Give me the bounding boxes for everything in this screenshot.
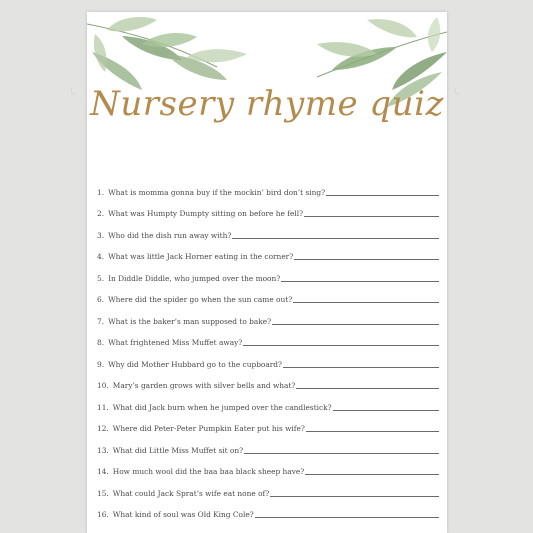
question-text: What was Humpty Dumpty sitting on before he fell? bbox=[108, 209, 304, 218]
question-number: 1. bbox=[97, 187, 105, 197]
question-number: 12. bbox=[97, 424, 109, 433]
question-row bbox=[97, 347, 439, 369]
question-row bbox=[97, 433, 439, 455]
question-number: 7. bbox=[97, 316, 105, 326]
question-number: 13. bbox=[97, 445, 109, 455]
watermark: L bbox=[70, 86, 77, 97]
question-number: 11. bbox=[97, 402, 109, 412]
answer-line[interactable] bbox=[333, 410, 439, 411]
question-number: 8. bbox=[97, 338, 105, 347]
question-list bbox=[97, 175, 439, 519]
question-text: Where did the spider go when the sun came out? bbox=[108, 295, 293, 304]
question-number: 4. bbox=[97, 252, 105, 261]
answer-line[interactable] bbox=[326, 195, 439, 196]
question-number: 6. bbox=[97, 295, 105, 304]
question-text: What was little Jack Horner eating in the corner? bbox=[108, 252, 294, 261]
question-row bbox=[97, 455, 439, 477]
question-number: 10. bbox=[97, 381, 109, 390]
answer-line[interactable] bbox=[270, 496, 439, 497]
question-text: Where did Peter-Peter Pumpkin Eater put his wife? bbox=[112, 424, 305, 433]
question-text: What kind of soul was Old King Cole? bbox=[112, 510, 254, 519]
page-title: Nursery rhyme quiz bbox=[90, 84, 444, 124]
question-row bbox=[97, 476, 439, 498]
question-row bbox=[97, 175, 439, 197]
question-text: What did Little Miss Muffet sit on? bbox=[112, 445, 244, 455]
question-row bbox=[97, 369, 439, 391]
question-text: Mary’s garden grows with silver bells and what? bbox=[112, 381, 296, 390]
answer-line[interactable] bbox=[306, 431, 439, 432]
answer-line[interactable] bbox=[305, 474, 439, 475]
question-row bbox=[97, 390, 439, 412]
question-row bbox=[97, 304, 439, 326]
answer-line[interactable] bbox=[283, 367, 439, 368]
answer-line[interactable] bbox=[232, 238, 439, 239]
answer-line[interactable] bbox=[255, 517, 439, 518]
question-text: What could Jack Sprat’s wife eat none of? bbox=[112, 488, 270, 498]
question-text: What did Jack burn when he jumped over the candlestick? bbox=[112, 402, 332, 412]
answer-line[interactable] bbox=[281, 281, 439, 282]
question-number: 2. bbox=[97, 209, 105, 218]
answer-line[interactable] bbox=[293, 302, 439, 303]
question-number: 3. bbox=[97, 230, 105, 240]
question-number: 14. bbox=[97, 467, 109, 476]
answer-line[interactable] bbox=[272, 324, 439, 325]
answer-line[interactable] bbox=[294, 259, 439, 260]
question-number: 16. bbox=[97, 510, 109, 519]
answer-line[interactable] bbox=[304, 216, 439, 217]
question-number: 15. bbox=[97, 488, 109, 498]
question-text: In Diddle Diddle, who jumped over the moon? bbox=[108, 273, 281, 283]
question-row bbox=[97, 218, 439, 240]
question-text: Who did the dish run away with? bbox=[108, 230, 232, 240]
answer-line[interactable] bbox=[296, 388, 439, 389]
question-row bbox=[97, 240, 439, 262]
question-row bbox=[97, 498, 439, 520]
question-text: Why did Mother Hubbard go to the cupboard? bbox=[108, 359, 283, 369]
answer-line[interactable] bbox=[244, 453, 439, 454]
question-row bbox=[97, 261, 439, 283]
question-row bbox=[97, 197, 439, 219]
answer-line[interactable] bbox=[243, 345, 439, 346]
question-number: 9. bbox=[97, 359, 105, 369]
quiz-card bbox=[87, 12, 447, 533]
question-text: What is the baker’s man supposed to bake? bbox=[108, 316, 272, 326]
question-row bbox=[97, 283, 439, 305]
question-row bbox=[97, 412, 439, 434]
question-number: 5. bbox=[97, 273, 105, 283]
question-row bbox=[97, 326, 439, 348]
watermark: L bbox=[454, 86, 461, 97]
question-text: What frightened Miss Muffet away? bbox=[108, 338, 243, 347]
question-text: How much wool did the baa baa black sheep have? bbox=[112, 467, 305, 476]
question-text: What is momma gonna buy if the mockin’ bird don’t sing? bbox=[108, 187, 326, 197]
